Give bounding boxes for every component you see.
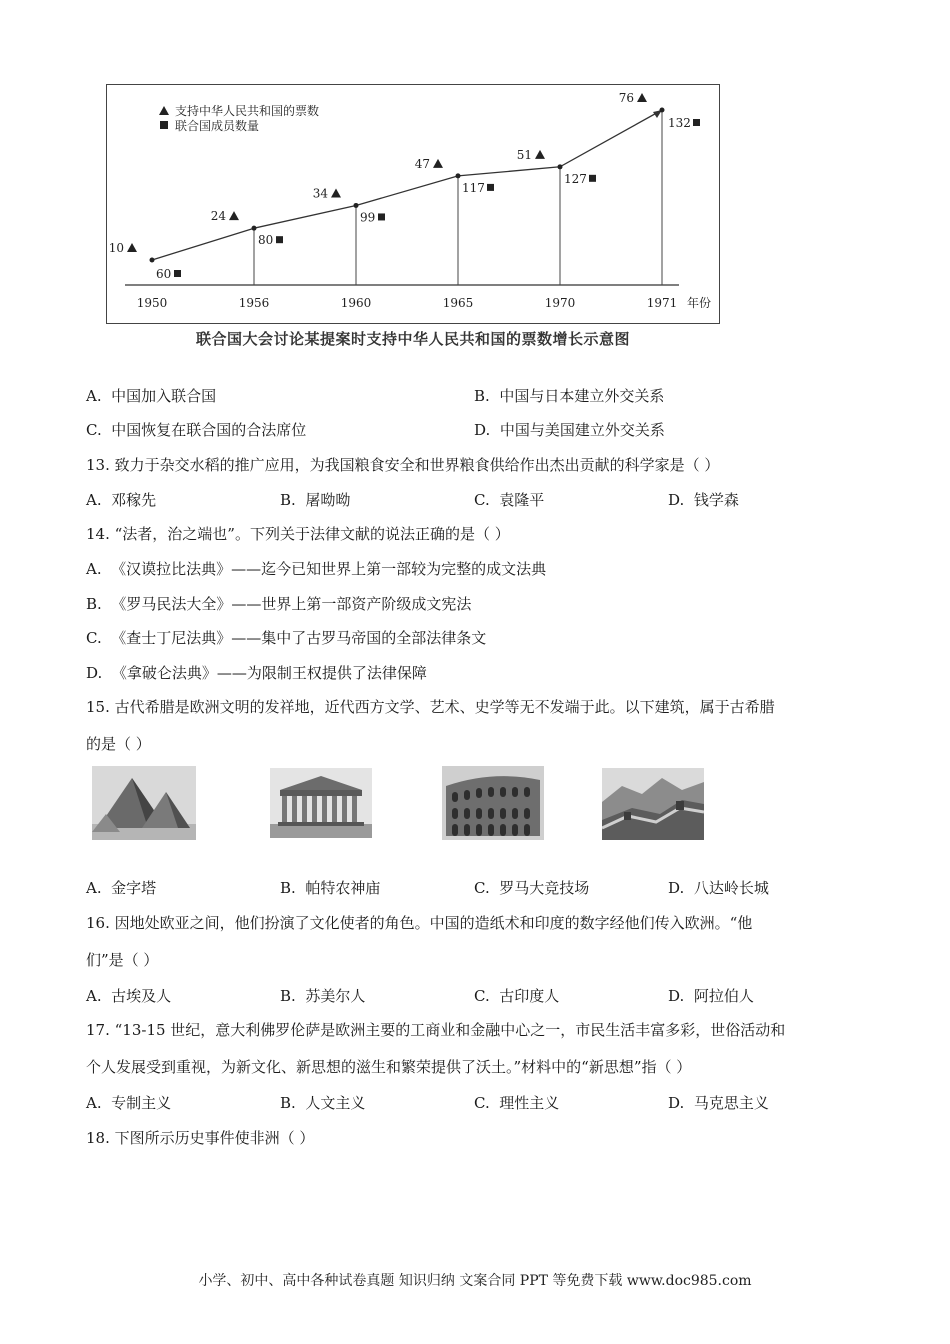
data-label-votes: 10 — [108, 241, 124, 255]
data-label-members: 117 — [462, 180, 485, 195]
data-point — [558, 164, 563, 169]
q18-stem: 18. 下图所示历史事件使非洲（ ） — [86, 1129, 315, 1147]
triangle-marker — [127, 243, 137, 252]
data-label-votes: 76 — [618, 91, 634, 105]
chart-canvas — [107, 85, 721, 325]
legend-triangle-icon — [159, 106, 169, 115]
q16-option-b[interactable]: B. 苏美尔人 — [280, 987, 366, 1005]
square-marker — [487, 184, 494, 191]
q14-option-b[interactable]: B. 《罗马民法大全》——世界上第一部资产阶级成文宪法 — [86, 595, 472, 613]
q16-option-a[interactable]: A. 古埃及人 — [86, 987, 172, 1005]
x-tick-label: 1956 — [238, 296, 270, 310]
parthenon-image — [270, 768, 372, 838]
q17-option-c[interactable]: C. 理性主义 — [474, 1094, 560, 1112]
triangle-marker — [433, 159, 443, 168]
chart-caption: 联合国大会讨论某提案时支持中华人民共和国的票数增长示意图 — [195, 330, 630, 348]
legend-votes: 支持中华人民共和国的票数 — [175, 104, 320, 118]
square-marker — [693, 119, 700, 126]
q14-option-d[interactable]: D. 《拿破仑法典》——为限制王权提供了法律保障 — [86, 664, 427, 682]
data-label-members: 60 — [156, 267, 172, 281]
data-label-members: 80 — [258, 233, 274, 248]
q16-stem-line2: 们”是（ ） — [86, 951, 159, 969]
data-point — [252, 226, 257, 231]
q16-stem-line1: 16. 因地处欧亚之间，他们扮演了文化使者的角色。中国的造纸术和印度的数字经他们传入欧洲。“他 — [86, 914, 753, 932]
colosseum-image — [442, 766, 544, 840]
q15-option-d[interactable]: D. 八达岭长城 — [668, 879, 769, 897]
q16-option-c[interactable]: C. 古印度人 — [474, 987, 560, 1005]
q15-pictures — [0, 760, 950, 850]
triangle-marker — [535, 150, 545, 159]
q14-option-a[interactable]: A. 《汉谟拉比法典》——迄今已知世界上第一部较为完整的成文法典 — [86, 560, 547, 578]
q13-option-c[interactable]: C. 袁隆平 — [474, 491, 545, 509]
legend-members: 联合国成员数量 — [175, 119, 260, 133]
x-tick-label: 1950 — [136, 296, 168, 310]
data-label-members: 99 — [360, 210, 376, 225]
triangle-marker — [331, 188, 341, 197]
q17-option-d[interactable]: D. 马克思主义 — [668, 1094, 769, 1112]
great-wall-image — [602, 768, 704, 840]
q17-option-b[interactable]: B. 人文主义 — [280, 1094, 366, 1112]
votes-chart — [106, 84, 720, 324]
square-marker — [378, 213, 385, 220]
square-marker — [276, 236, 283, 243]
q15-option-c[interactable]: C. 罗马大竞技场 — [474, 879, 590, 897]
q15-stem-line1: 15. 古代希腊是欧洲文明的发祥地，近代西方文学、艺术、史学等无不发端于此。以下建筑，属于古希腊 — [86, 698, 775, 716]
data-label-votes: 34 — [312, 186, 328, 201]
triangle-marker — [229, 211, 239, 220]
q13-option-d[interactable]: D. 钱学森 — [668, 491, 739, 509]
q14-stem: 14. “法者，治之端也”。下列关于法律文献的说法正确的是（ ） — [86, 525, 510, 543]
triangle-marker — [637, 93, 647, 102]
q13-option-a[interactable]: A. 邓稼先 — [86, 491, 157, 509]
q16-option-d[interactable]: D. 阿拉伯人 — [668, 987, 754, 1005]
x-tick-label: 1971 — [646, 296, 678, 310]
data-label-votes: 51 — [516, 147, 532, 162]
q17-option-a[interactable]: A. 专制主义 — [86, 1094, 172, 1112]
q15-option-a[interactable]: A. 金字塔 — [86, 879, 157, 897]
q12-option-a[interactable]: A. 中国加入联合国 — [86, 387, 217, 405]
data-point — [660, 108, 665, 113]
square-marker — [174, 270, 181, 277]
q13-stem: 13. 致力于杂交水稻的推广应用，为我国粮食安全和世界粮食供给作出杰出贡献的科学家是（ ） — [86, 456, 720, 474]
q12-option-b[interactable]: B. 中国与日本建立外交关系 — [474, 387, 665, 405]
x-tick-label: 1970 — [544, 296, 576, 310]
page-footer: 小学、初中、高中各种试卷真题 知识归纳 文案合同 PPT 等免费下载 www.doc985.com — [198, 1273, 752, 1289]
x-tick-label: 1965 — [442, 296, 474, 310]
q12-option-c[interactable]: C. 中国恢复在联合国的合法席位 — [86, 421, 307, 439]
data-point — [150, 258, 155, 263]
q17-stem-line2: 个人发展受到重视，为新文化、新思想的滋生和繁荣提供了沃土。”材料中的“新思想”指（ ） — [86, 1058, 692, 1076]
data-point — [354, 203, 359, 208]
x-axis-label: 年份 — [687, 296, 712, 310]
q15-option-b[interactable]: B. 帕特农神庙 — [280, 879, 381, 897]
data-label-members: 127 — [564, 171, 587, 186]
data-label-members: 132 — [668, 116, 691, 130]
q17-stem-line1: 17. “13-15 世纪，意大利佛罗伦萨是欧洲主要的工商业和金融中心之一，市民生活丰富多彩，世俗活动和 — [86, 1021, 786, 1039]
pyramids-image — [92, 766, 196, 840]
data-label-votes: 24 — [210, 209, 226, 224]
q12-option-d[interactable]: D. 中国与美国建立外交关系 — [474, 421, 665, 439]
data-label-votes: 47 — [414, 156, 430, 171]
square-marker — [589, 175, 596, 182]
q15-stem-line2: 的是（ ） — [86, 735, 151, 753]
x-tick-label: 1960 — [340, 296, 372, 310]
legend-square-icon — [160, 121, 168, 129]
q13-option-b[interactable]: B. 屠呦呦 — [280, 491, 351, 509]
data-point — [456, 173, 461, 178]
q14-option-c[interactable]: C. 《查士丁尼法典》——集中了古罗马帝国的全部法律条文 — [86, 629, 487, 647]
